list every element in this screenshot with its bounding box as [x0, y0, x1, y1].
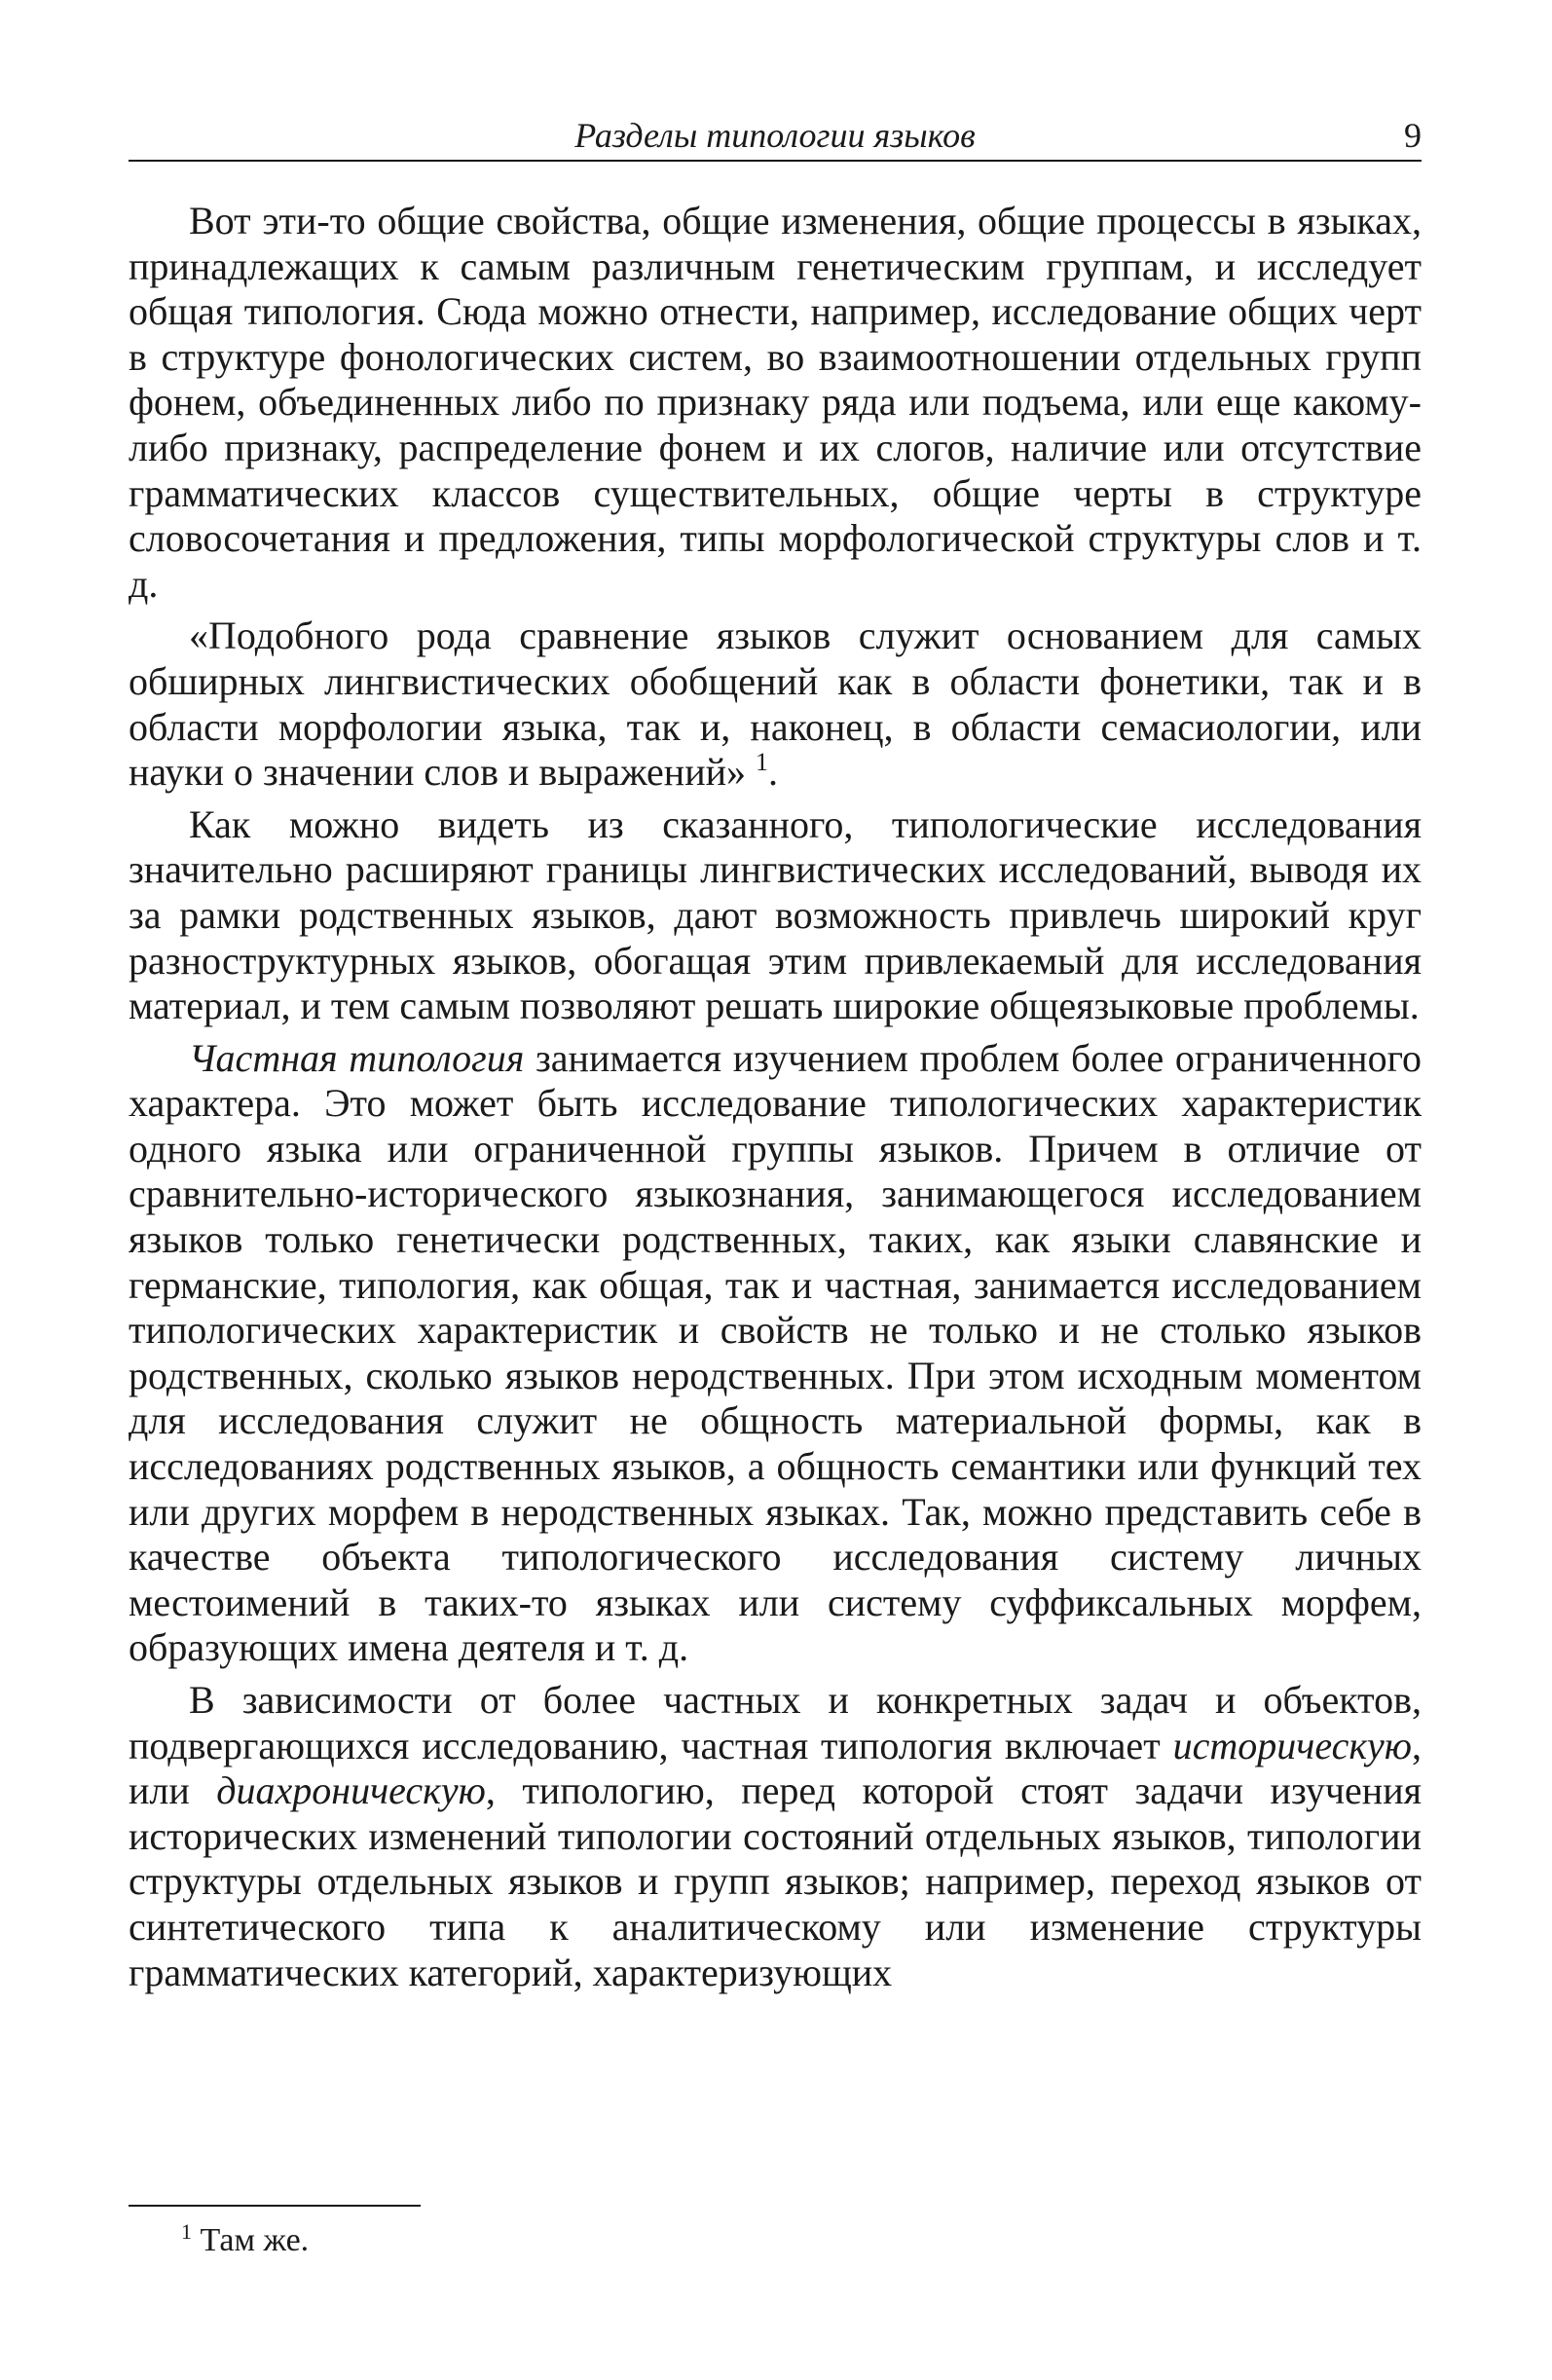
paragraph-4-text: занимается изучением проблем более ограниченного характера. Это может быть исследование типологических характеристик одного языка или ограниченной группы языков. Причем в отличие от сравнительно-исторического языкознания, занимающегося исследованием языков только генетически родственных, таких, как языки славянские и германские, типология, как общая, так и частная, занимается исследованием типологических характеристик и свойств не только и не столько языков родственных, сколько языков неродственных. При этом исходным моментом для исследования служит не общность материальной формы, как в исследованиях родственных языков, а общность семантики или функций тех или других морфем в неродственных языках. Так, можно представить себе в качестве объекта типологического исследования систему личных местоимений в таких-то языках или систему суффиксальных морфем, образующих имена деятеля и т. д. — [129, 1035, 1422, 1670]
paragraph-5-part-b: , или — [129, 1723, 1422, 1813]
footnote-text: Там же. — [192, 2222, 310, 2258]
footnote-divider — [129, 2205, 421, 2207]
paragraph-4 — [129, 1036, 1422, 1671]
paragraph-2 — [129, 614, 1422, 795]
page-number: 9 — [1404, 116, 1422, 155]
term-historical: историческую — [1172, 1723, 1412, 1767]
paragraph-3: Как можно видеть из сказанного, типологические исследования значительно расширяют границы лингвистических исследований, выводя их за рамки родственных языков, дают возможность привлечь широкий круг разноструктурных языков, обогащая этим привлекаемый для исследования материал, и тем самым позволяют решать широкие общеязыковые проблемы. — [129, 801, 1422, 1028]
paragraph-5-part-c: , типологию, перед которой стоят задачи изучения исторических изменений типологии состояний отдельных языков, типологии структуры отдельных языков и групп языков; например, переход языков от синтетического типа к аналитическому или изменение структуры грамматических категорий, характеризующих — [129, 1768, 1422, 1994]
body-text — [129, 199, 1422, 1995]
footnote-marker: 1 — [181, 2219, 192, 2244]
term-particular-typology: Частная типология — [189, 1035, 525, 1080]
footnote-reference[interactable]: 1 — [756, 748, 769, 777]
term-diachronic: диахроническую — [216, 1768, 486, 1813]
paragraph-1: Вот эти-то общие свойства, общие изменения, общие процессы в языках, принадлежащих к самым различным генетическим группам, и исследует общая типология. Сюда можно отнести, например, исследование общих черт в структуре фонологических систем, во взаимоотношении отдельных групп фонем, объединенных либо по признаку ряда или подъема, или еще какому-либо признаку, распределение фонем и их слогов, наличие или отсутствие грамматических классов существительных, общие черты в структуре словосочетания и предложения, типы морфологической структуры слов и т. д. — [129, 199, 1422, 606]
footnote — [181, 2220, 309, 2261]
paragraph-5 — [129, 1678, 1422, 1995]
paragraph-5-part-a: В зависимости от более частных и конкретных задач и объектов, подвергающихся исследованию, частная типология включает — [129, 1678, 1422, 1767]
quote-end: . — [768, 750, 779, 795]
quote-text: «Подобного рода сравнение языков служит основанием для самых обширных лингвистических обобщений как в области фонетики, так и в области морфологии языка, так и, наконец, в области семасиологии, или науки о значении слов и выражений» — [129, 614, 1422, 795]
page-header — [129, 113, 1422, 162]
running-title: Разделы типологии языков — [574, 116, 976, 155]
